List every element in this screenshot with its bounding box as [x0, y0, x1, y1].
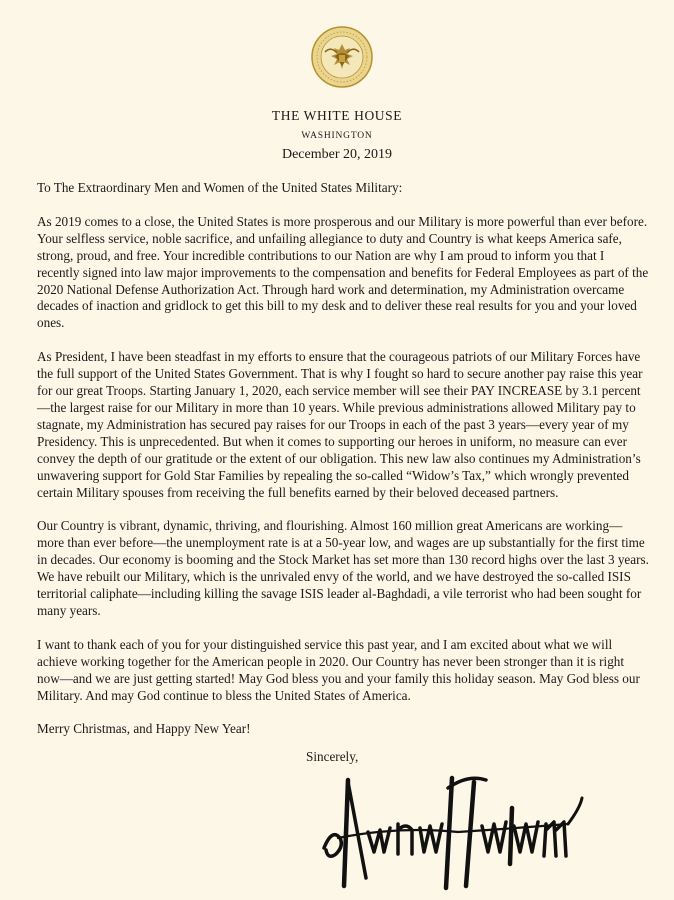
- letterhead: [0, 108, 674, 163]
- presidential-seal-icon: [311, 26, 373, 88]
- paragraph-1: As 2019 comes to a close, the United States is more prosperous and our Military is more powerful than ever before. Your selfless service, noble sacrifice, and unfailing allegiance to duty and Country is what keeps America safe, strong, proud, and free. Your incredible contributions to our Nation are why I am proud to inform you that I recently signed into law major improvements to the compensation and benefits for Federal Employees as part of the 2020 National Defense Authorization Act. Through hard work and determination, my Administration overcame decades of inaction and gridlock to get this bill to my desk and to deliver these real results for you and your loved ones.: [37, 213, 649, 331]
- letter-body: [37, 180, 649, 738]
- letterhead-title: THE WHITE HOUSE: [271, 108, 403, 123]
- handwritten-signature-icon: [318, 768, 586, 896]
- paragraph-4: I want to thank each of you for your distinguished service this past year, and I am excited about what we will achieve working together for the American people in 2020. Our Country has never been stronger than it is right now—and we are just getting started! May God bless you and your family this holiday season. May God bless our Military. And may God continue to bless the United States of America.: [37, 636, 640, 703]
- paragraph-3: Our Country is vibrant, dynamic, thriving, and flourishing. Almost 160 million great Americans are working—more than ever before—the unemployment rate is at a 50-year low, and wages are up substantially for the first time in decades. Our economy is booming and the Stock Market has set more than 130 record highs over the last 3 years. We have rebuilt our Military, which is the unrivaled envy of the world, and we have destroyed the so-called ISIS territorial caliphate—including killing the savage ISIS leader al-Baghdadi, a vile terrorist who had been sought for many years.: [37, 518, 649, 618]
- sign-off: Sincerely,: [306, 749, 359, 764]
- paragraph-2: As President, I have been steadfast in my efforts to ensure that the courageous patriots of our Military Forces have the full support of the United States Government. That is why I fought so hard to secure another pay raise this year for our great Troops. Starting January 1, 2020, each service member will see their PAY INCREASE by 3.1 percent—the largest raise for our Military in more than 10 years. While previous administrations allowed Military pay to stagnate, my Administration has secured pay raises for our Troops in each of the past 3 years—every year of my Presidency. This is unprecedented. But when it comes to supporting our heroes in uniform, no measure can ever convey the depth of our gratitude or the extent of our obligation. This new law also continues my Administration’s unwavering support for Gold Star Families by repealing the so-called “Widow’s Tax,” which wrongly prevented certain Military spouses from receiving the full benefits earned by their beloved deceased partners.: [37, 349, 643, 500]
- salutation: To The Extraordinary Men and Women of the United States Military:: [37, 180, 403, 195]
- closing-line: Merry Christmas, and Happy New Year!: [37, 721, 251, 737]
- letterhead-city: WASHINGTON: [301, 131, 373, 141]
- letter-date: December 20, 2019: [281, 147, 393, 162]
